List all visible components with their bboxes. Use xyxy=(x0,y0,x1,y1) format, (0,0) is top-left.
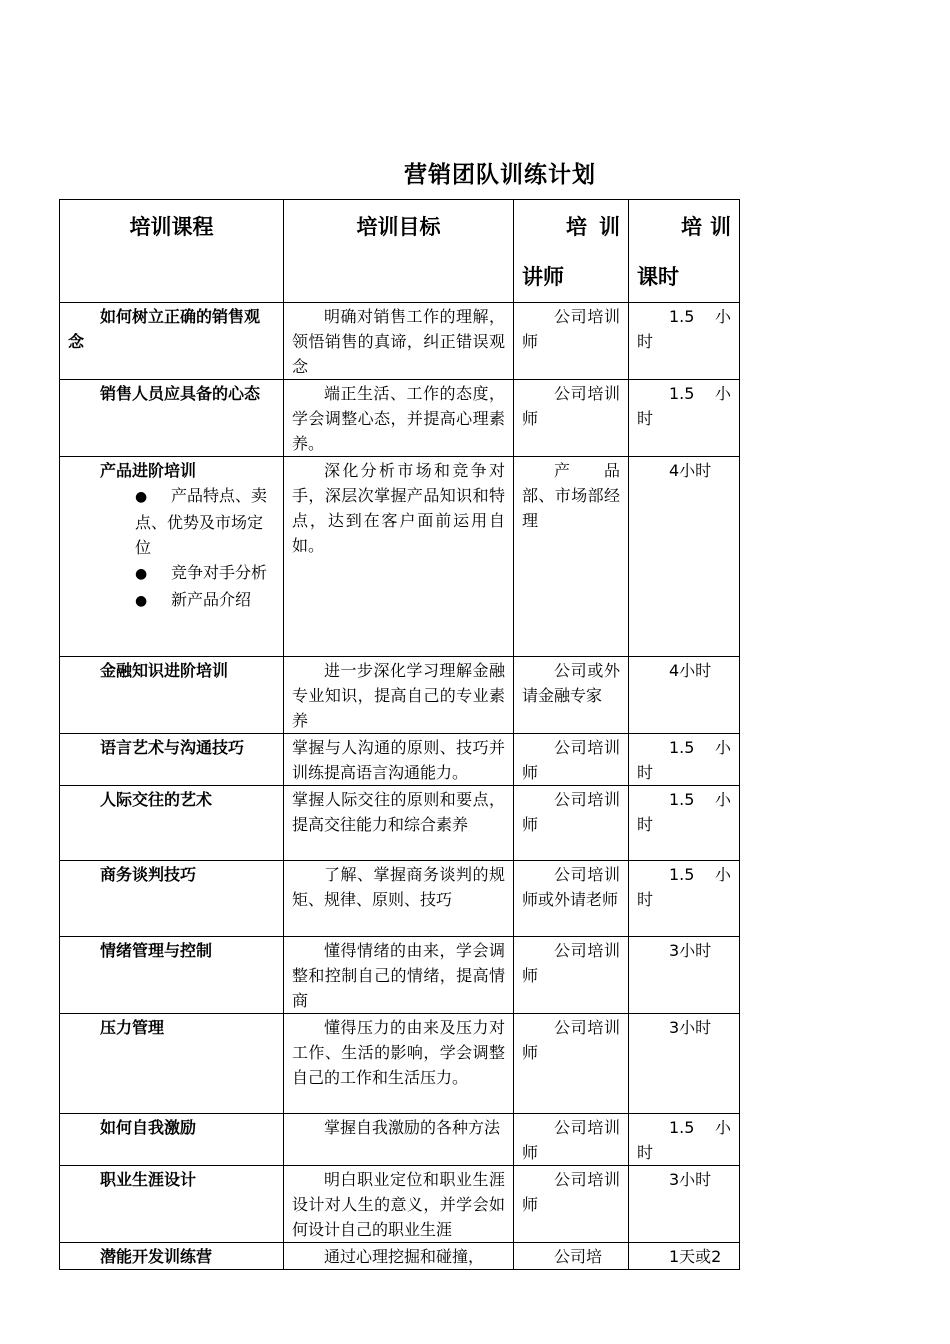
goal-cell xyxy=(284,457,514,657)
table-row xyxy=(60,937,740,1014)
goal-cell xyxy=(284,303,514,380)
trainer-cell: 公司或外请金融专家 xyxy=(514,657,629,734)
goal-text: 端正生活、工作的态度，学会调整心态，并提高心理素养。 xyxy=(292,384,505,453)
goal-text: 掌握自我激励的各种方法 xyxy=(324,1118,501,1137)
goal-text: 懂得情绪的由来，学会调整和控制自己的情绪，提高情商 xyxy=(292,941,505,1010)
course-cell: 情绪管理与控制 xyxy=(60,937,284,1014)
hours-cell: 1天或2 xyxy=(629,1243,740,1270)
header-course: 培训课程 xyxy=(60,200,284,303)
course-cell: 商务谈判技巧 xyxy=(60,861,284,937)
trainer-cell: 产 品 部、市场部经理 xyxy=(514,457,629,657)
bullet-dot-icon: ● xyxy=(135,593,148,609)
table-row xyxy=(60,786,740,861)
goal-text: 深化分析市场和竞争对手，深层次掌握产品知识和特点，达到在客户面前运用自如。 xyxy=(292,461,505,555)
goal-cell xyxy=(284,786,514,861)
table-header-row xyxy=(60,200,740,303)
table-row xyxy=(60,861,740,937)
table-row xyxy=(60,1014,740,1114)
trainer-cell: 公司培训师 xyxy=(514,1114,629,1166)
bullet-dot-icon: ● xyxy=(135,566,148,582)
course-cell: 如何树立正确的销售观念 xyxy=(60,303,284,380)
course-cell: 压力管理 xyxy=(60,1014,284,1114)
table-row xyxy=(60,303,740,380)
hours-cell: 1.5 小时 xyxy=(629,734,740,786)
hours-cell: 1.5 小时 xyxy=(629,861,740,937)
table-row xyxy=(60,734,740,786)
course-cell: 人际交往的艺术 xyxy=(60,786,284,861)
goal-text: 明白职业定位和职业生涯设计对人生的意义，并学会如何设计自己的职业生涯 xyxy=(292,1170,505,1239)
goal-text: 掌握与人沟通的原则、技巧并训练提高语言沟通能力。 xyxy=(292,738,505,782)
course-cell: 潜能开发训练营 xyxy=(60,1243,284,1270)
course-cell: 金融知识进阶培训 xyxy=(60,657,284,734)
table-row xyxy=(60,380,740,457)
table-row xyxy=(60,457,740,657)
trainer-cell: 公司培训师 xyxy=(514,303,629,380)
header-trainer: 培 训 讲师 xyxy=(514,200,629,303)
goal-text: 掌握人际交往的原则和要点，提高交往能力和综合素养 xyxy=(292,790,505,834)
trainer-cell: 公司培训师 xyxy=(514,734,629,786)
bullet-item: ● 产品特点、卖点、优势及市场定位 xyxy=(135,486,268,557)
bullet-item: ● 新产品介绍 xyxy=(68,587,275,614)
goal-cell xyxy=(284,380,514,457)
hours-cell: 1.5 小时 xyxy=(629,380,740,457)
trainer-cell: 公司培训师或外请老师 xyxy=(514,861,629,937)
hours-cell: 1.5 小时 xyxy=(629,1114,740,1166)
course-cell: 语言艺术与沟通技巧 xyxy=(60,734,284,786)
goal-cell xyxy=(284,1166,514,1243)
goal-text: 进一步深化学习理解金融专业知识，提高自己的专业素养 xyxy=(292,661,505,730)
header-hours: 培 训 课时 xyxy=(629,200,740,303)
bullet-item: ● 竞争对手分析 xyxy=(68,560,275,587)
trainer-cell: 公司培训师 xyxy=(514,380,629,457)
bullet-dot-icon: ● xyxy=(135,489,148,505)
goal-text: 明确对销售工作的理解，领悟销售的真谛，纠正错误观念 xyxy=(292,307,505,376)
hours-cell: 1.5 小时 xyxy=(629,786,740,861)
hours-cell: 4小时 xyxy=(629,657,740,734)
table-row xyxy=(60,1114,740,1166)
course-cell: 销售人员应具备的心态 xyxy=(60,380,284,457)
goal-cell xyxy=(284,1114,514,1166)
hours-cell: 3小时 xyxy=(629,1166,740,1243)
header-goal: 培训目标 xyxy=(284,200,514,303)
course-cell: 如何自我激励 xyxy=(60,1114,284,1166)
hours-cell: 3小时 xyxy=(629,1014,740,1114)
page-title: 营销团队训练计划 xyxy=(404,162,596,188)
goal-cell xyxy=(284,1014,514,1114)
course-cell xyxy=(60,457,284,657)
hours-cell: 3小时 xyxy=(629,937,740,1014)
hours-cell: 4小时 xyxy=(629,457,740,657)
goal-cell xyxy=(284,861,514,937)
table-row xyxy=(60,1243,740,1270)
goal-cell xyxy=(284,657,514,734)
course-title: 产品进阶培训 xyxy=(100,461,197,480)
trainer-cell: 公司培训师 xyxy=(514,1014,629,1114)
hours-cell: 1.5 小时 xyxy=(629,303,740,380)
trainer-cell: 公司培训师 xyxy=(514,1166,629,1243)
trainer-cell: 公司培训师 xyxy=(514,937,629,1014)
table-row xyxy=(60,1166,740,1243)
goal-cell xyxy=(284,734,514,786)
trainer-cell: 公司培 xyxy=(514,1243,629,1270)
goal-text: 懂得压力的由来及压力对工作、生活的影响，学会调整自己的工作和生活压力。 xyxy=(292,1018,505,1087)
goal-text: 了解、掌握商务谈判的规矩、规律、原则、技巧 xyxy=(292,865,505,909)
training-plan-table xyxy=(59,199,740,1270)
table-row xyxy=(60,657,740,734)
course-cell: 职业生涯设计 xyxy=(60,1166,284,1243)
goal-cell xyxy=(284,1243,514,1270)
goal-text: 通过心理挖掘和碰撞， xyxy=(324,1247,485,1266)
goal-cell xyxy=(284,937,514,1014)
trainer-cell: 公司培训师 xyxy=(514,786,629,861)
